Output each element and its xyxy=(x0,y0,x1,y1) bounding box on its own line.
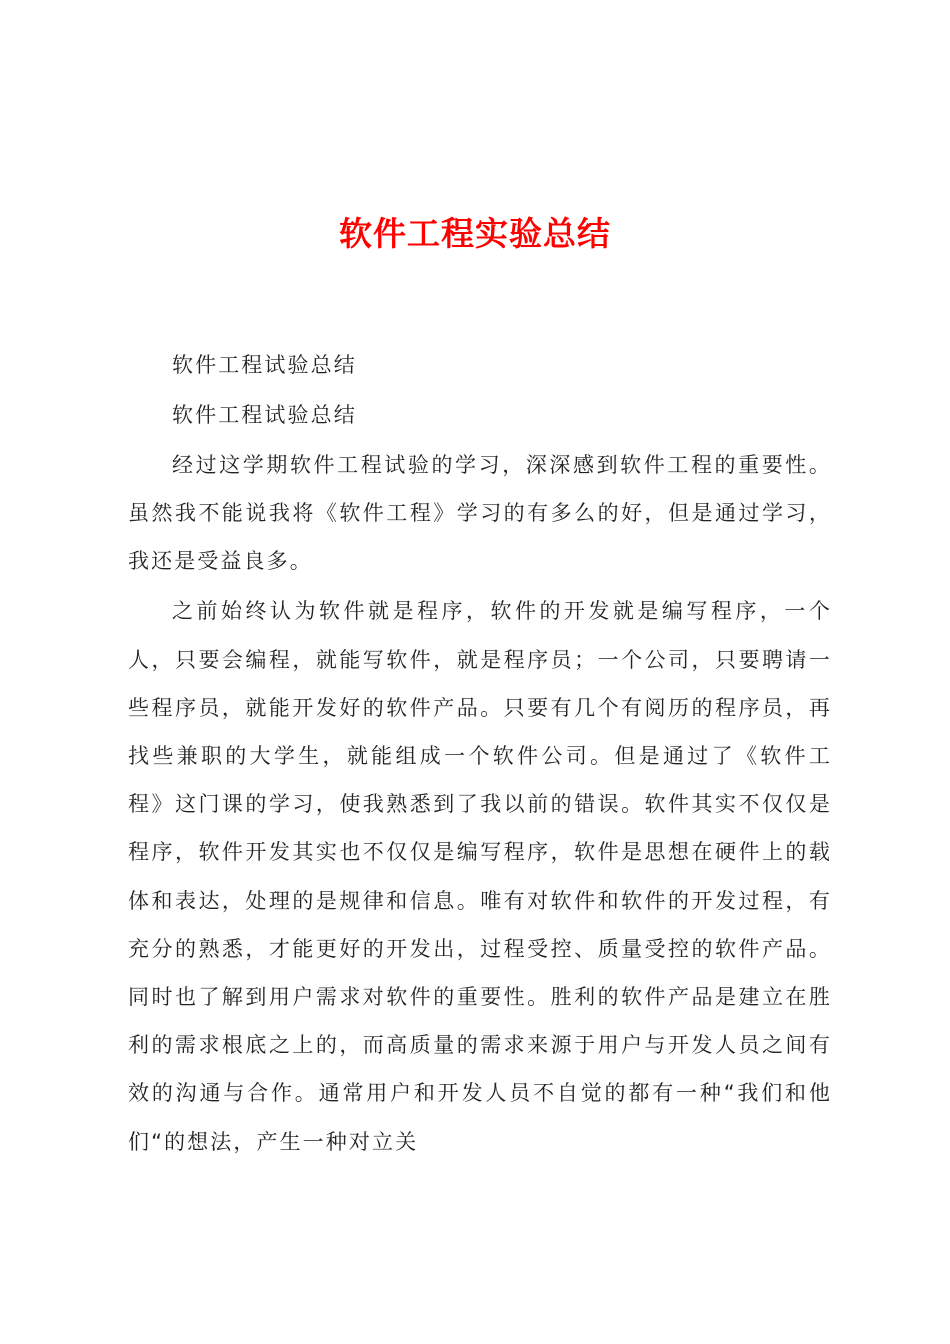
document-body xyxy=(128,341,832,1168)
document-title: 软件工程实验总结 xyxy=(339,214,611,253)
paragraph-subtitle-1: 软件工程试验总结 xyxy=(172,353,357,377)
paragraph-reflection: 之前始终认为软件就是程序，软件的开发就是编写程序，一个人，只要会编程，就能写软件，就是程序员；一个公司，只要聘请一些程序员，就能开发好的软件产品。只要有几个有阅历的程序员，再找些兼职的大学生，就能组成一个软件公司。但是通过了《软件工程》这门课的学习，使我熟悉到了我以前的错误。软件其实不仅仅是程序，软件开发其实也不仅仅是编写程序，软件是思想在硬件上的载体和表达，处理的是规律和信息。唯有对软件和软件的开发过程，有充分的熟悉，才能更好的开发出，过程受控、质量受控的软件产品。同时也了解到用户需求对软件的重要性。胜利的软件产品是建立在胜利的需求根底之上的，而高质量的需求来源于用户与开发人员之间有效的沟通与合作。通常用户和开发人员不自觉的都有一种“我们和他们“的想法，产生一种对立关 xyxy=(128,599,832,1154)
paragraph-subtitle-2: 软件工程试验总结 xyxy=(172,403,357,427)
paragraph-intro: 经过这学期软件工程试验的学习，深深感到软件工程的重要性。虽然我不能说我将《软件工程》学习的有多么的好，但是通过学习，我还是受益良多。 xyxy=(128,453,832,574)
